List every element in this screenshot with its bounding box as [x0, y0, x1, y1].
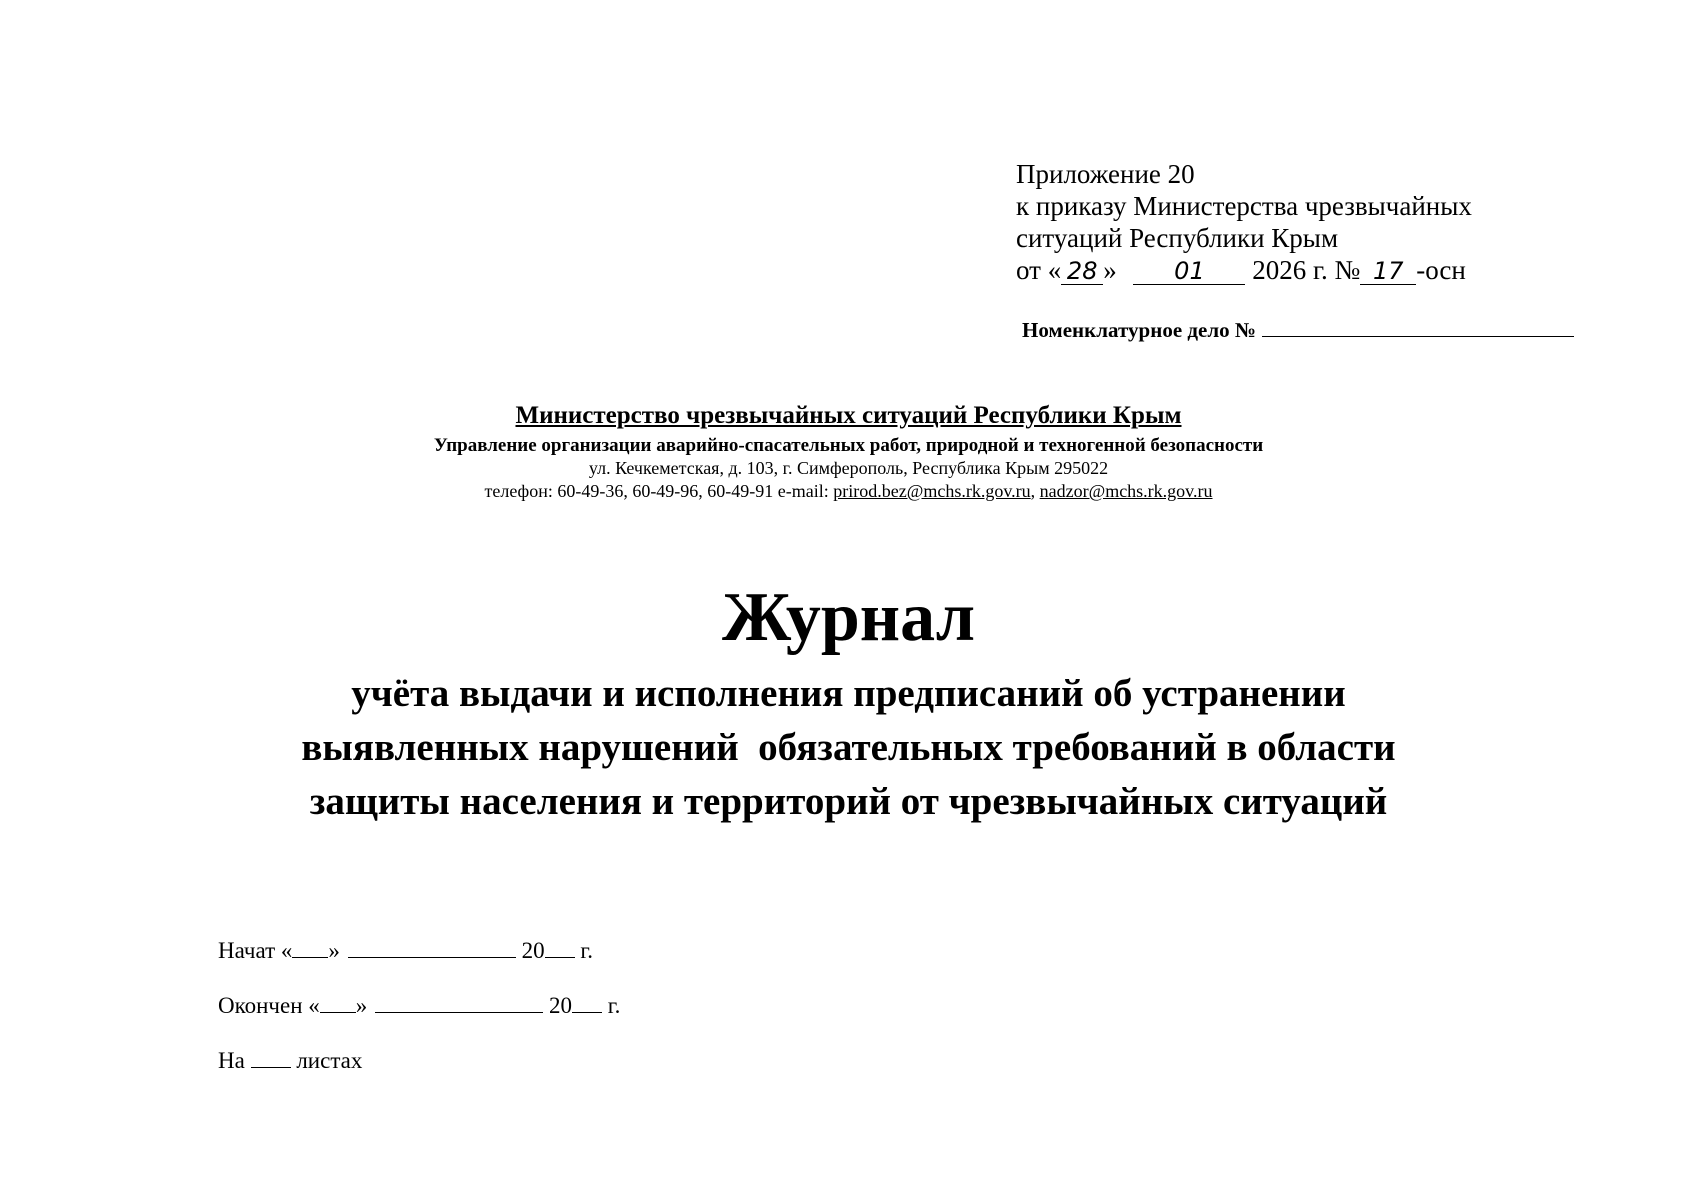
- ended-field: [218, 993, 620, 1019]
- appendix-line-2: к приказу Министерства чрезвычайных: [1016, 191, 1472, 221]
- order-number-handwritten: 17: [1360, 258, 1416, 285]
- date-prefix: от «: [1016, 255, 1062, 285]
- year-number-label: 2026 г. №: [1252, 255, 1361, 285]
- day-close: »: [1103, 255, 1117, 285]
- phones-label: телефон: 60-49-36, 60-49-96, 60-49-91 e-mail:: [484, 481, 829, 501]
- appendix-date-line: [1016, 254, 1472, 286]
- ended-close: »: [355, 993, 368, 1018]
- journal-subtitle: [0, 667, 1697, 829]
- organization-address: ул. Кечкеметская, д. 103, г. Симферополь, Республика Крым 295022: [588, 458, 1109, 478]
- subtitle-line-3: защиты населения и территорий от чрезвычайных ситуаций: [309, 780, 1388, 823]
- started-label: Начат «: [218, 938, 293, 963]
- month-handwritten: 01: [1133, 258, 1245, 285]
- organization-name: Министерство чрезвычайных ситуаций Республики Крым: [515, 402, 1182, 429]
- organization-contacts: [0, 481, 1697, 502]
- sheets-field: [218, 1048, 362, 1074]
- started-field: [218, 938, 593, 964]
- appendix-line-3: ситуаций Республики Крым: [1016, 223, 1339, 253]
- nomenclature-blank: [1262, 316, 1574, 337]
- ended-century: 20: [549, 993, 573, 1018]
- journal-title: Журнал: [721, 579, 976, 656]
- sheets-count-blank: [251, 1049, 291, 1068]
- sheets-suffix: листах: [296, 1048, 363, 1073]
- nomenclature-line: [1022, 316, 1574, 343]
- email-separator: ,: [1030, 481, 1036, 501]
- started-day-blank: [292, 939, 328, 958]
- email-link-2[interactable]: nadzor@mchs.rk.gov.ru: [1039, 481, 1213, 501]
- number-suffix: -осн: [1416, 255, 1466, 285]
- organization-department: Управление организации аварийно-спасательных работ, природной и техногенной безопасности: [433, 435, 1264, 456]
- email-link-1[interactable]: prirod.bez@mchs.rk.gov.ru: [833, 481, 1031, 501]
- nomenclature-label: Номенклатурное дело №: [1022, 318, 1256, 342]
- started-close: »: [328, 938, 340, 963]
- ended-year-blank: [572, 994, 602, 1013]
- subtitle-line-2: выявленных нарушений обязательных требований в области: [301, 726, 1396, 769]
- ended-label: Окончен «: [218, 993, 320, 1018]
- sheets-label: На: [218, 1048, 245, 1073]
- started-year-blank: [545, 939, 575, 958]
- ended-suffix: г.: [607, 993, 621, 1018]
- started-month-blank: [348, 939, 516, 958]
- ended-month-blank: [375, 994, 543, 1013]
- subtitle-line-1: учёта выдачи и исполнения предписаний об устранении: [351, 672, 1346, 715]
- appendix-block: [1016, 158, 1472, 286]
- appendix-line-1: Приложение 20: [1016, 159, 1195, 189]
- day-handwritten: 28: [1061, 258, 1103, 285]
- ended-day-blank: [320, 994, 356, 1013]
- started-suffix: г.: [580, 938, 593, 963]
- started-century: 20: [521, 938, 545, 963]
